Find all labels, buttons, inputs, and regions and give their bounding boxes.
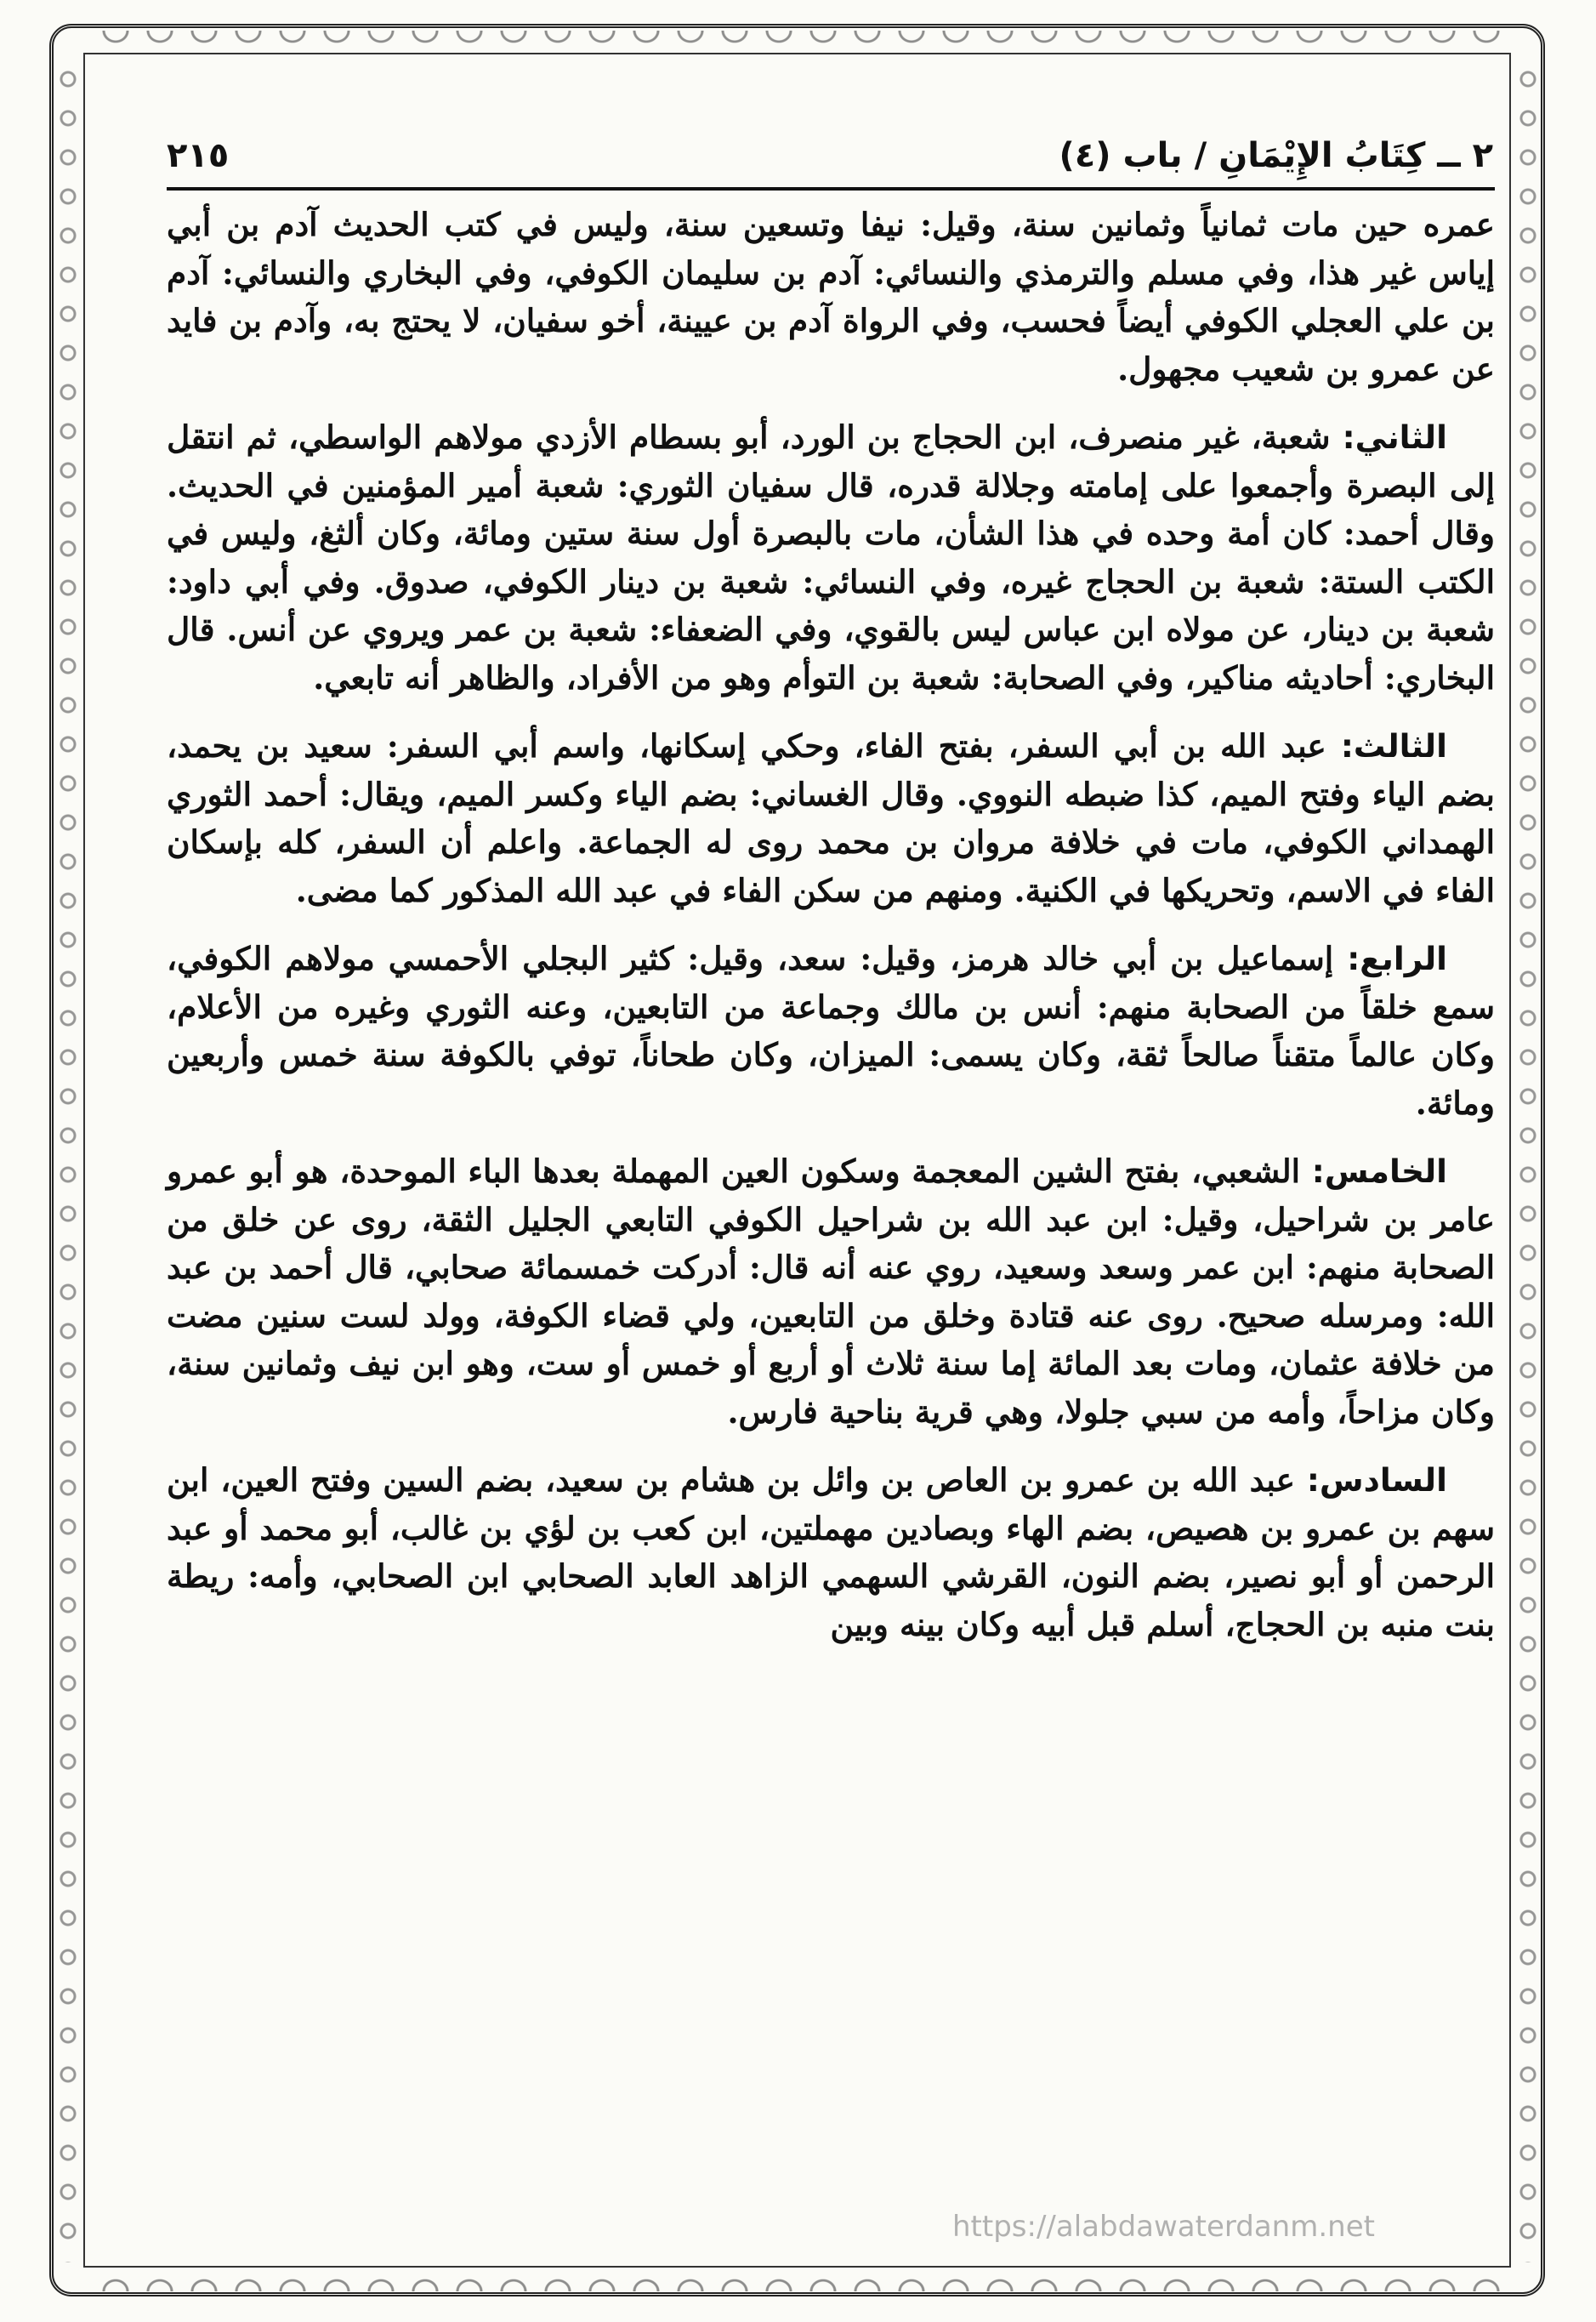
paragraph-text: إسماعيل بن أبي خالد هرمز، وقيل: سعد، وقيل: كثير البجلي الأحمسي مولاهم الكوفي، سمع خلقاً من الصحابة منهم: أنس بن مالك وجماعة من التابعين، وعنه الثوري وغيره من الأعلام، وكان عالماً متقناً صالحاً ثقة، وكان يسمى: الميزان، وكان طحاناً، توفي بالكوفة سنة خمس وأربعين ومائة. (167, 940, 1495, 1122)
paragraph-text: الشعبي، بفتح الشين المعجمة وسكون العين المهملة بعدها الباء الموحدة، هو أبو عمرو عامر بن شراحيل، وقيل: ابن عبد الله بن شراحيل الكوفي التابعي الجليل الثقة، روى عن خلق من الصحابة منهم: ابن عمر وسعد وسعيد، روي عنه أنه قال: أدركت خمسمائة صحابي، قال أحمد بن عبد الله: ومرسله صحيح. روى عنه قتادة وخلق من التابعين، ولي قضاء الكوفة، وولد لست سنين مضت من خلافة عثمان، ومات بعد المائة إما سنة ثلاث أو أربع أو خمس أو ست، وهو ابن نيف وثمانين سنة، وكان مزاحاً، وأمه من سبي جلولا، وهي قرية بناحية فارس. (167, 1152, 1495, 1431)
header-rule (167, 187, 1495, 191)
paragraph-term: الثالث: (1340, 727, 1447, 765)
paragraph-term: السادس: (1306, 1461, 1447, 1499)
paragraph-text: عبد الله بن أبي السفر، بفتح الفاء، وحكي إسكانها، واسم أبي السفر: سعيد بن يحمد، بضم الياء وفتح الميم، كذا ضبطه النووي. وقال الغساني: بضم الياء وكسر الميم، ويقال: أحمد الثوري الهمداني الكوفي، مات في خلافة مروان بن محمد روى له الجماعة. واعلم أن السفر، كله بإسكان الفاء في الاسم، وتحريكها في الكنية. ومنهم من سكن الفاء في عبد الله المذكور كما مضى. (167, 727, 1495, 909)
paragraph-text: عبد الله بن عمرو بن العاص بن وائل بن هشام بن سعيد، بضم السين وفتح العين، ابن سهم بن عمرو بن هصيص، بضم الهاء وبصادين مهملتين، ابن كعب بن لؤي بن غالب، أبو محمد أو عبد الرحمن أو أبو نصير، بضم النون، القرشي السهمي الزاهد العابد الصحابي ابن الصحابي، وأمه: ريطة بنت منبه بن الحجاج، أسلم قبل أبيه وكان بينه وبين (167, 1461, 1495, 1643)
page-number: ٢١٥ (167, 136, 230, 175)
paragraph (167, 413, 1495, 702)
paragraph-term: الرابع: (1347, 940, 1447, 977)
page-body (167, 201, 1495, 1669)
paragraph-term: الثاني: (1342, 418, 1447, 456)
watermark-url: https://alabdawaterdanm.net (952, 2210, 1375, 2244)
paragraph (167, 722, 1495, 914)
paragraph-text: عمره حين مات ثمانياً وثمانين سنة، وقيل: نيفا وتسعين سنة، وليس في كتب الحديث آدم بن أبي إياس غير هذا، وفي مسلم والترمذي والنسائي: آدم بن سليمان الكوفي، وفي البخاري والنسائي: آدم بن علي العجلي الكوفي أيضاً فحسب، وفي الرواة آدم بن عيينة، أخو سفيان، لا يحتج به، وآدم بن فايد عن عمرو بن شعيب مجهول. (167, 206, 1495, 388)
paragraph (167, 1456, 1495, 1648)
paragraph (167, 935, 1495, 1127)
page-header (167, 126, 1493, 185)
paragraph (167, 1147, 1495, 1436)
paragraph (167, 201, 1495, 393)
running-title: ٢ ــ كِتَابُ الإِيْمَانِ / باب (٤) (1059, 136, 1493, 175)
paragraph-term: الخامس: (1311, 1152, 1447, 1190)
paragraph-text: شعبة، غير منصرف، ابن الحجاج بن الورد، أبو بسطام الأزدي مولاهم الواسطي، ثم انتقل إلى البصرة وأجمعوا على إمامته وجلالة قدره، قال سفيان الثوري: شعبة أمير المؤمنين في الحديث. وقال أحمد: كان أمة وحده في هذا الشأن، مات بالبصرة أول سنة ستين ومائة، وكان ألثغ، وليس في الكتب الستة: شعبة بن الحجاج غيره، وفي النسائي: شعبة بن دينار الكوفي، صدوق. وفي أبي داود: شعبة بن دينار، عن مولاه ابن عباس ليس بالقوي، وفي الضعفاء: شعبة بن عمر ويروي عن أنس. قال البخاري: أحاديثه مناكير، وفي الصحابة: شعبة بن التوأم وهو من الأفراد، والظاهر أنه تابعي. (167, 418, 1495, 697)
